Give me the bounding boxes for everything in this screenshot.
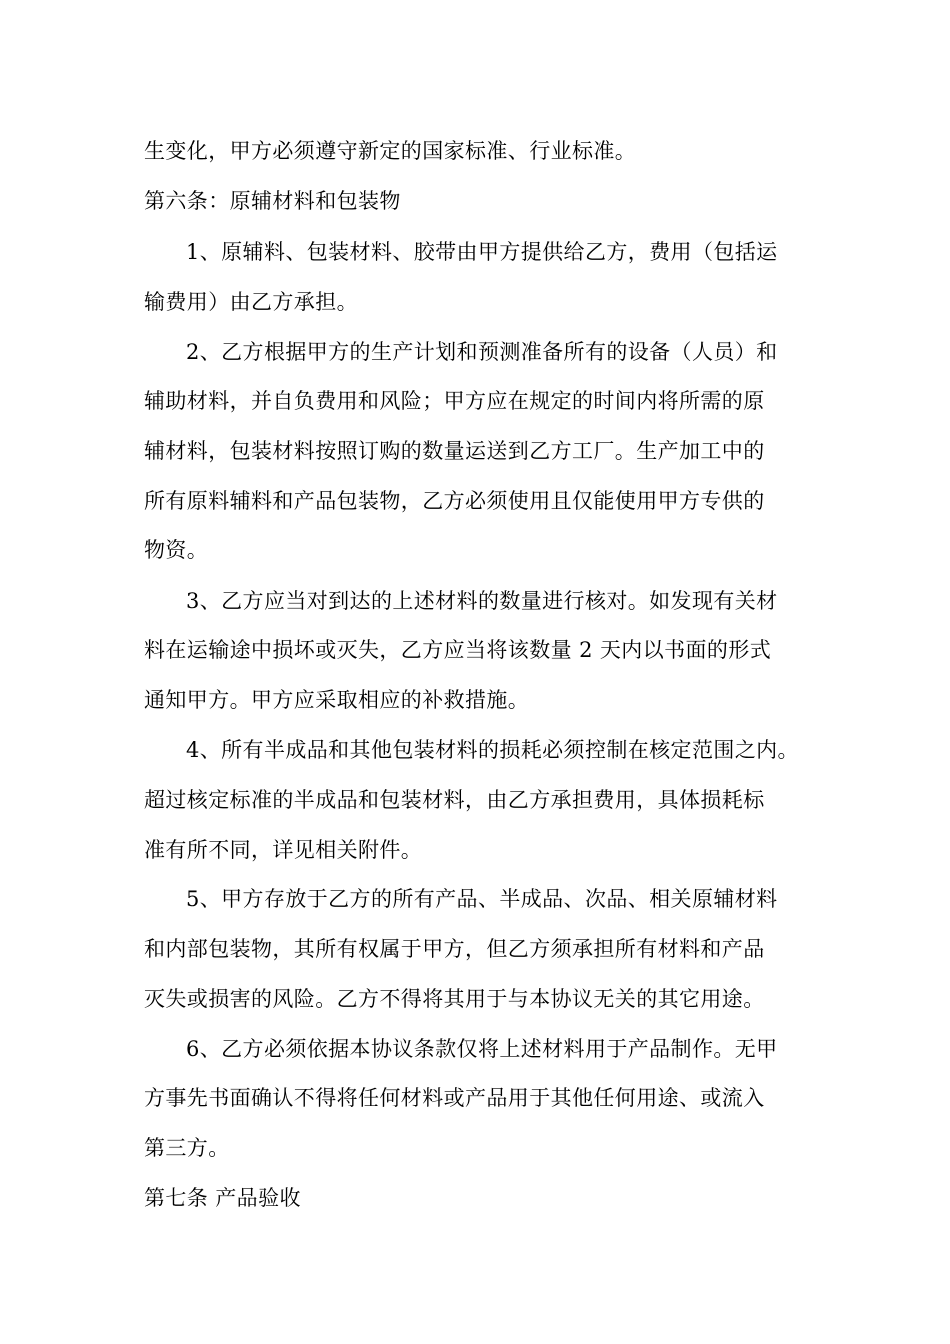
text-line: 4、所有半成品和其他包装材料的损耗必须控制在核定范围之内。 bbox=[186, 738, 799, 762]
text-line: 和内部包装物，其所有权属于甲方，但乙方须承担所有材料和产品 bbox=[144, 937, 765, 961]
text-line: 超过核定标准的半成品和包装材料，由乙方承担费用，具体损耗标 bbox=[144, 788, 765, 812]
text-line: 输费用）由乙方承担。 bbox=[144, 290, 358, 314]
text-line: 准有所不同，详见相关附件。 bbox=[144, 838, 423, 862]
text-line: 第三方。 bbox=[144, 1136, 230, 1160]
text-line: 2、乙方根据甲方的生产计划和预测准备所有的设备（人员）和 bbox=[186, 340, 778, 364]
text-line: 方事先书面确认不得将任何材料或产品用于其他任何用途、或流入 bbox=[144, 1086, 765, 1110]
text-line: 通知甲方。甲方应采取相应的补救措施。 bbox=[144, 688, 530, 712]
text-line: 辅助材料，并自负费用和风险；甲方应在规定的时间内将所需的原 bbox=[144, 389, 765, 413]
text-line: 3、乙方应当对到达的上述材料的数量进行核对。如发现有关材 bbox=[186, 589, 778, 613]
text-line: 5、甲方存放于乙方的所有产品、半成品、次品、相关原辅材料 bbox=[186, 887, 778, 911]
text-line: 所有原料辅料和产品包装物，乙方必须使用且仅能使用甲方专供的 bbox=[144, 489, 765, 513]
text-line: 辅材料，包装材料按照订购的数量运送到乙方工厂。生产加工中的 bbox=[144, 439, 765, 463]
text-line: 6、乙方必须依据本协议条款仅将上述材料用于产品制作。无甲 bbox=[186, 1037, 778, 1061]
section-heading: 第七条 产品验收 bbox=[144, 1186, 301, 1210]
text-line: 生变化，甲方必须遵守新定的国家标准、行业标准。 bbox=[144, 139, 637, 163]
text-line: 物资。 bbox=[144, 538, 209, 562]
text-line: 料在运输途中损坏或灭失，乙方应当将该数量 2 天内以书面的形式 bbox=[144, 638, 772, 662]
text-line: 1、原辅料、包装材料、胶带由甲方提供给乙方，费用（包括运 bbox=[186, 240, 778, 264]
section-heading: 第六条：原辅材料和包装物 bbox=[144, 189, 401, 213]
text-line: 灭失或损害的风险。乙方不得将其用于与本协议无关的其它用途。 bbox=[144, 987, 765, 1011]
